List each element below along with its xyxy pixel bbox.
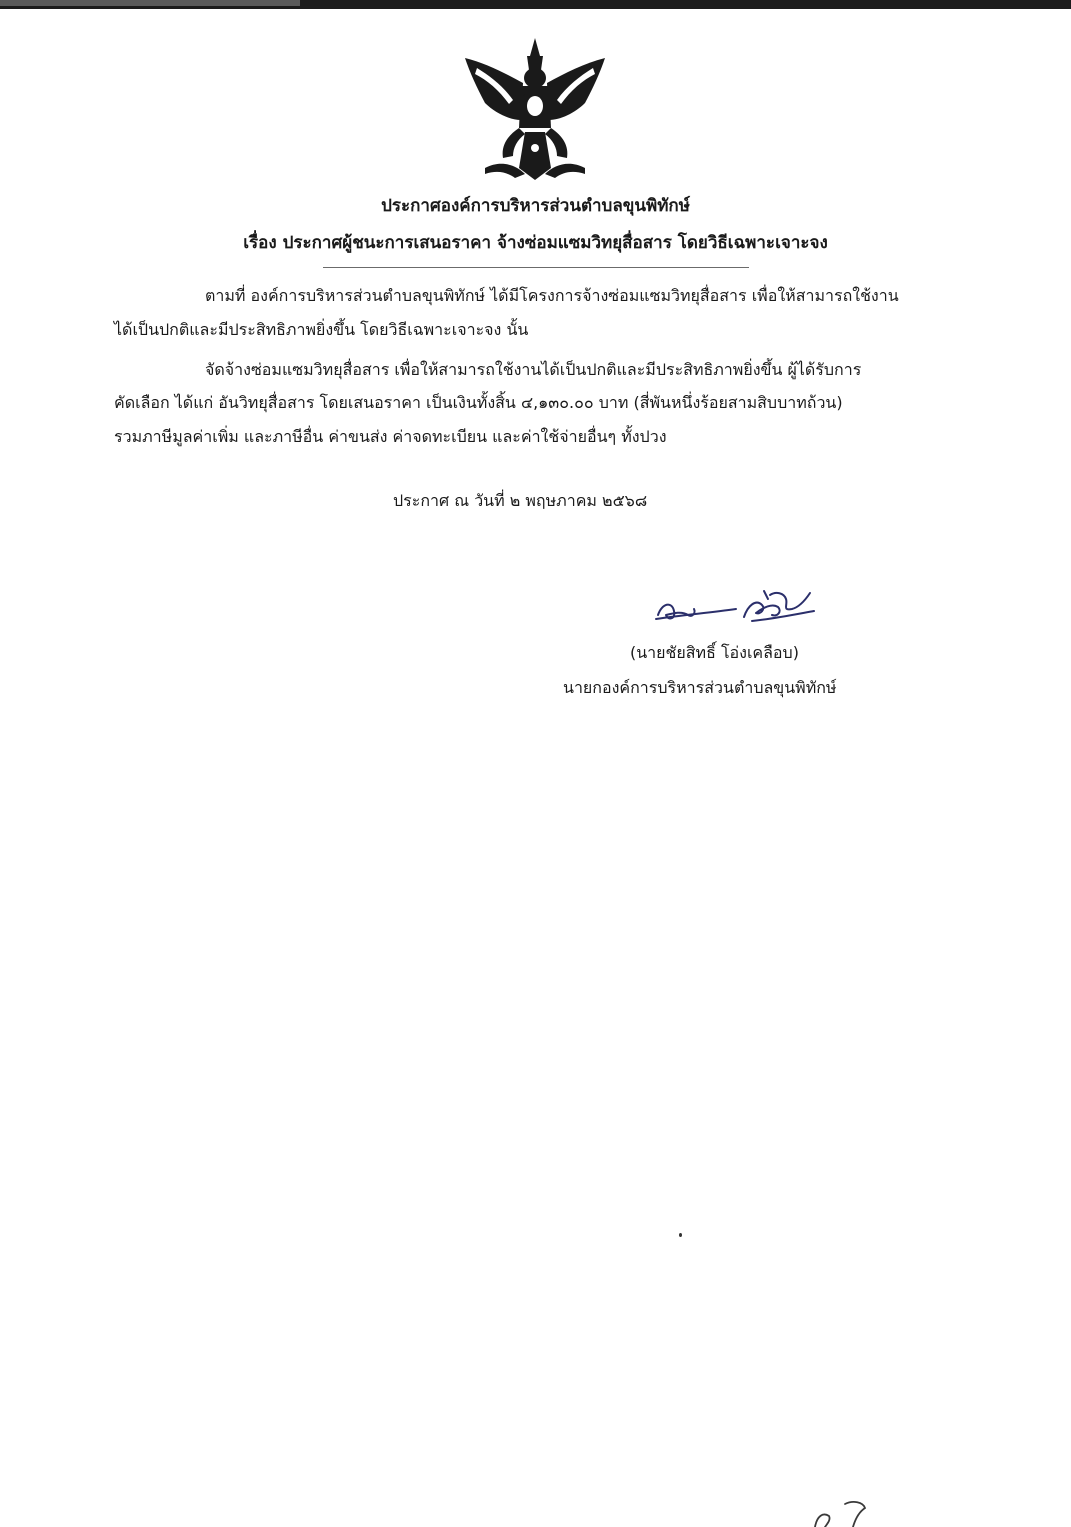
paragraph-1-line-2: ได้เป็นปกติและมีประสิทธิภาพยิ่งขึ้น โดยวิธีเฉพาะเจาะจง นั้น — [114, 320, 529, 339]
announcement-date: ประกาศ ณ วันที่ ๒ พฤษภาคม ๒๕๖๘ — [393, 491, 648, 510]
title-divider — [323, 267, 749, 268]
handwritten-corner-mark-icon — [805, 1490, 885, 1527]
scan-speck — [679, 1233, 682, 1237]
garuda-emblem-icon — [455, 28, 615, 188]
signer-name: (นายชัยสิทธิ์ โอ่งเคลือบ) — [630, 643, 799, 662]
paragraph-2-line-2: คัดเลือก ได้แก่ อันวิทยุสื่อสาร โดยเสนอราคา เป็นเงินทั้งสิ้น ๔,๑๓๐.๐๐ บาท (สี่พันหนึ่งร้อยสามสิบบาทถ้วน) — [114, 393, 843, 412]
paragraph-2-line-3: รวมภาษีมูลค่าเพิ่ม และภาษีอื่น ค่าขนส่ง ค่าจดทะเบียน และค่าใช้จ่ายอื่นๆ ทั้งปวง — [114, 427, 667, 446]
signer-position: นายกองค์การบริหารส่วนตำบลขุนพิทักษ์ — [563, 678, 837, 697]
handwritten-signature-icon — [652, 585, 822, 630]
paragraph-1-line-1: ตามที่ องค์การบริหารส่วนตำบลขุนพิทักษ์ ได้มีโครงการจ้างซ่อมแซมวิทยุสื่อสาร เพื่อให้สามารถใช้งาน — [205, 286, 899, 305]
announcement-title: ประกาศองค์การบริหารส่วนตำบลขุนพิทักษ์ — [381, 196, 690, 216]
paragraph-2-line-1: จัดจ้างซ่อมแซมวิทยุสื่อสาร เพื่อให้สามารถใช้งานได้เป็นปกติและมีประสิทธิภาพยิ่งขึ้น ผู้ได้รับการ — [205, 360, 862, 379]
scan-top-edge-shade — [0, 0, 300, 6]
announcement-subject: เรื่อง ประกาศผู้ชนะการเสนอราคา จ้างซ่อมแซมวิทยุสื่อสาร โดยวิธีเฉพาะเจาะจง — [243, 233, 828, 253]
